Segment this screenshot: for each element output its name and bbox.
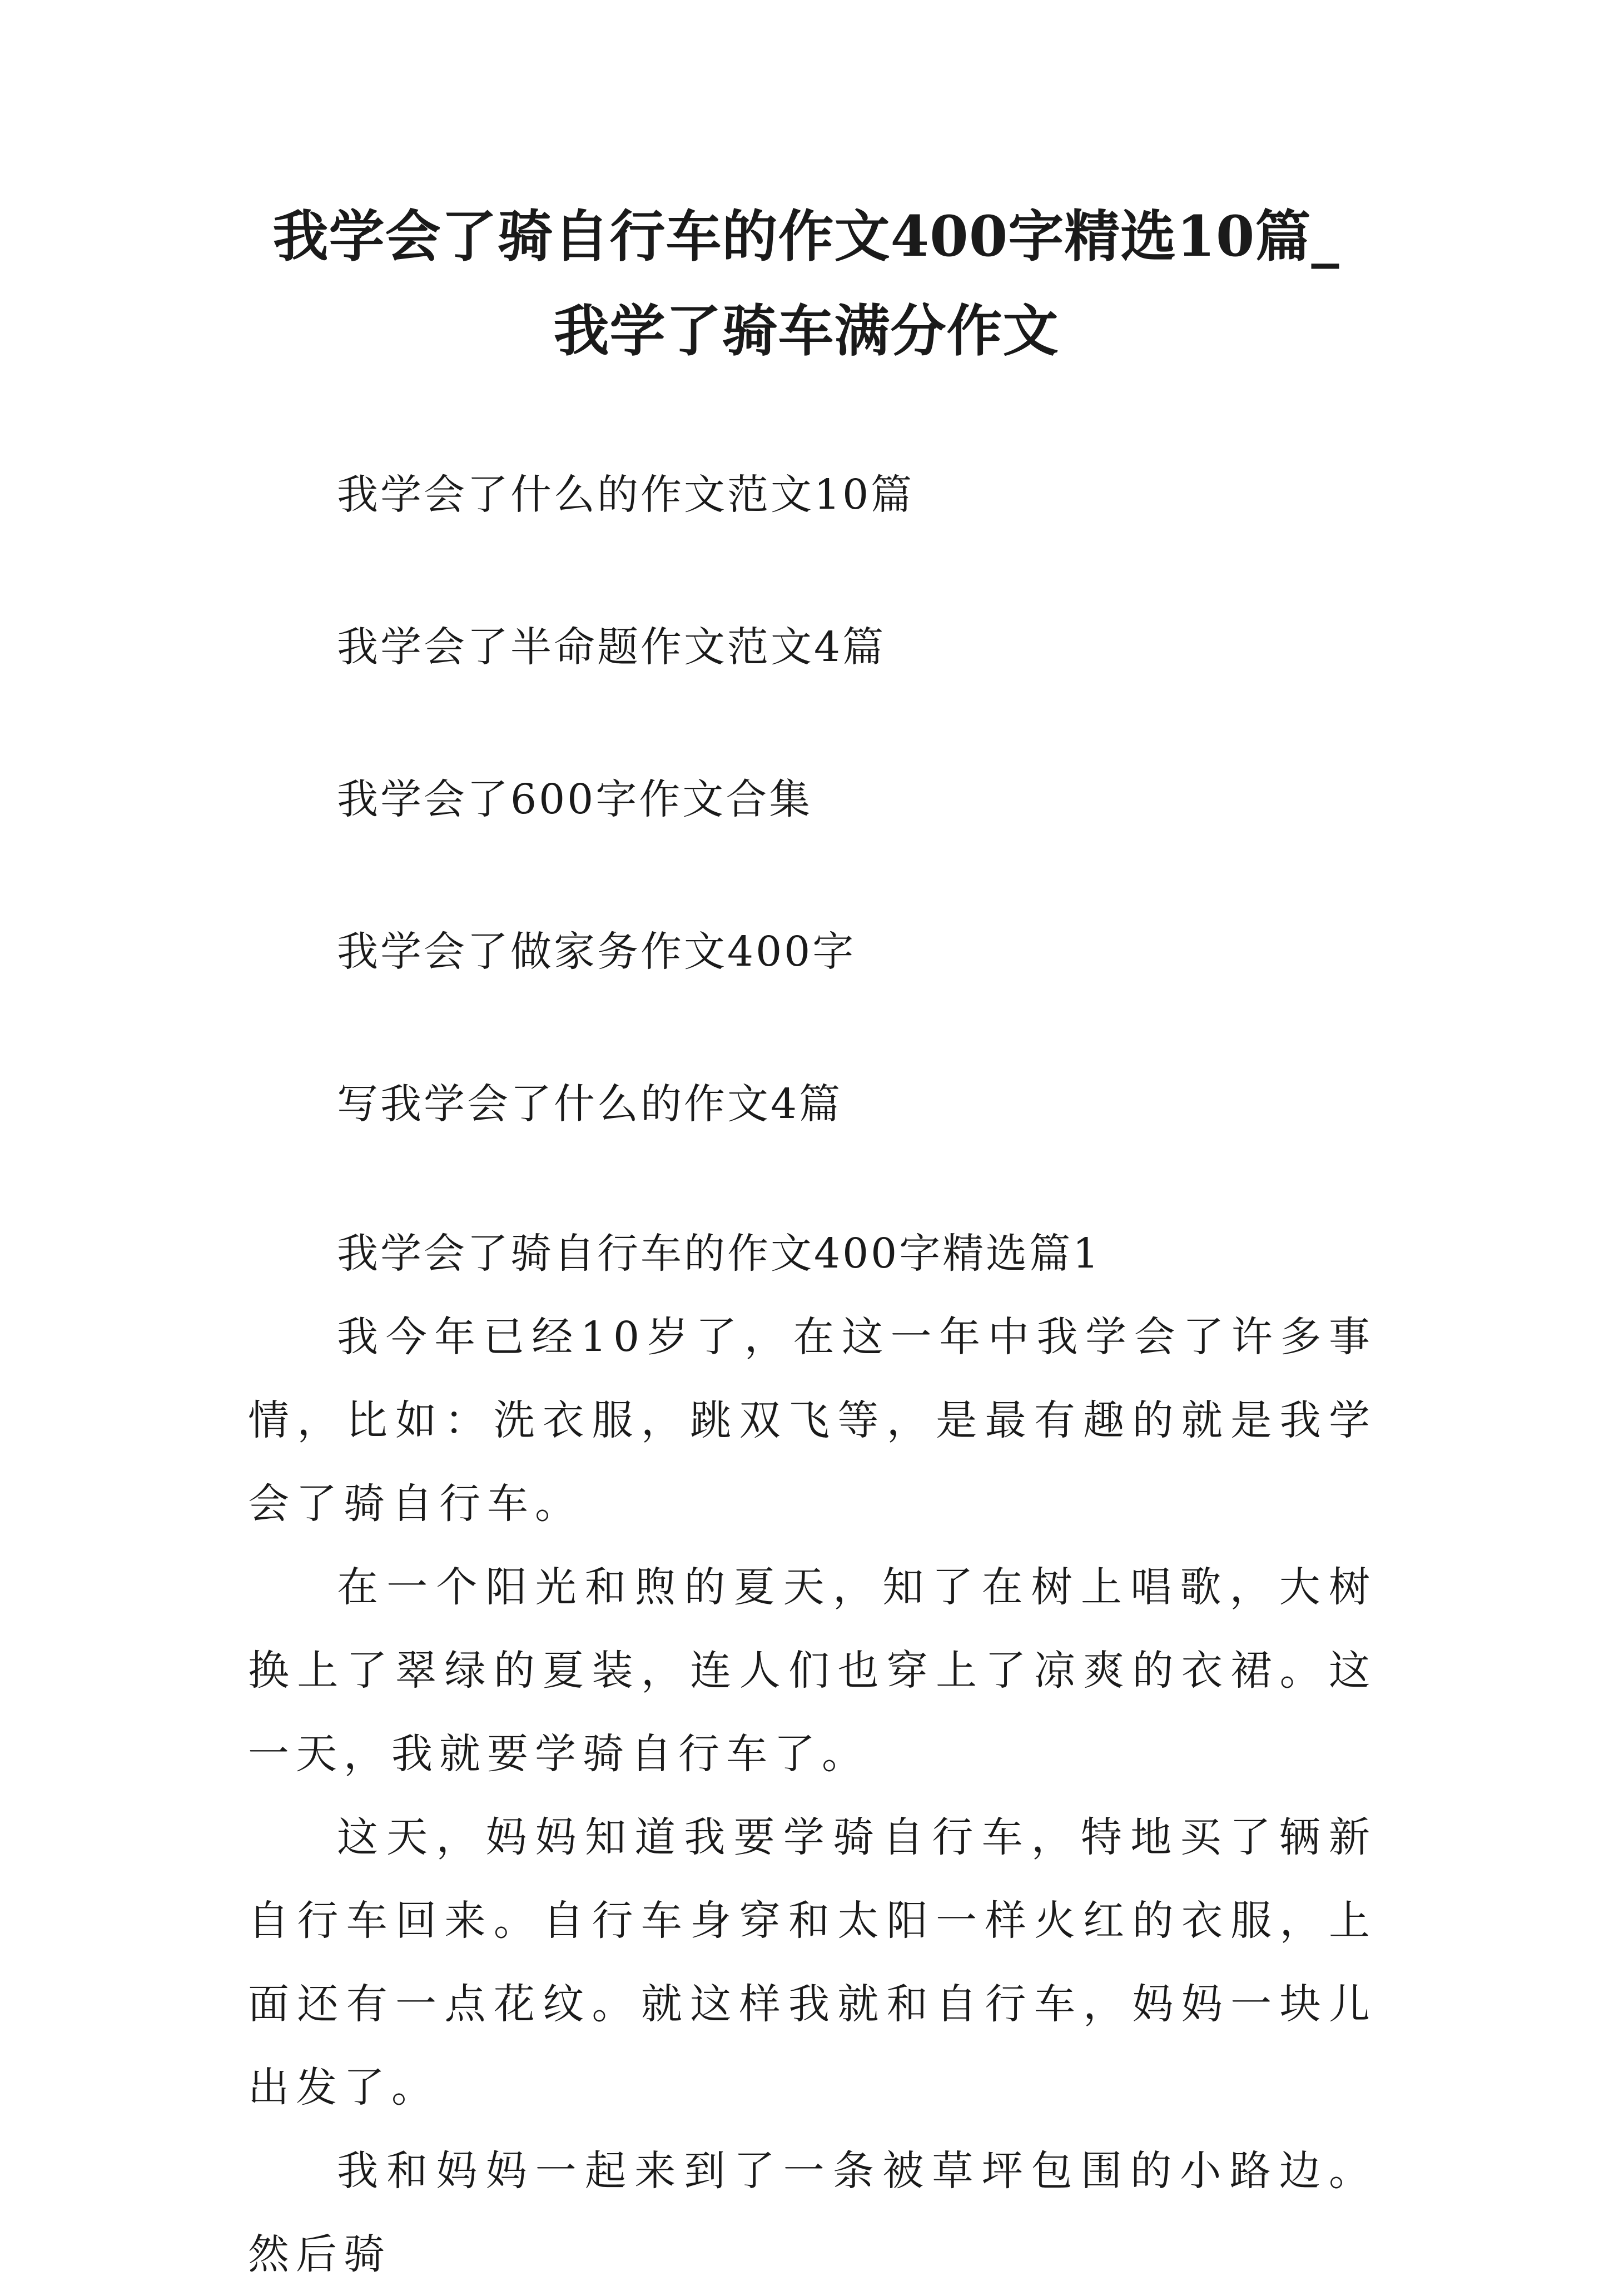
paragraph-3: 这天，妈妈知道我要学骑自行车，特地买了辆新自行车回来。自行车身穿和太阳一样火红的衣服，上面还有一点花纹。就这样我就和自行车，妈妈一块儿出发了。	[248, 1813, 1377, 2111]
paragraph-4: 我和妈妈一起来到了一条被草坪包围的小路边。然后骑	[248, 2147, 1377, 2278]
document-title	[239, 189, 1373, 378]
title-line-2: 我学了骑车满分作文	[553, 298, 1059, 364]
title-line-1: 我学会了骑自行车的作文400字精选10篇_	[272, 203, 1340, 269]
paragraph-2: 在一个阳光和煦的夏天，知了在树上唱歌，大树换上了翠绿的夏装，连人们也穿上了凉爽的衣裙。这一天，我就要学骑自行车了。	[248, 1563, 1377, 1778]
contents-item-4: 我学会了做家务作文400字	[337, 928, 856, 976]
contents-item-5: 写我学会了什么的作文4篇	[337, 1080, 843, 1128]
contents-item-1: 我学会了什么的作文范文10篇	[337, 471, 915, 519]
paragraph-1: 我今年已经10岁了，在这一年中我学会了许多事情，比如：洗衣服，跳双飞等，是最有趣的就是我学会了骑自行车。	[248, 1313, 1377, 1528]
article-body	[248, 1212, 1377, 2296]
section-heading: 我学会了骑自行车的作文400字精选篇1	[337, 1230, 1101, 1278]
contents-item-2: 我学会了半命题作文范文4篇	[337, 623, 886, 671]
contents-item-3: 我学会了600字作文合集	[337, 776, 813, 823]
